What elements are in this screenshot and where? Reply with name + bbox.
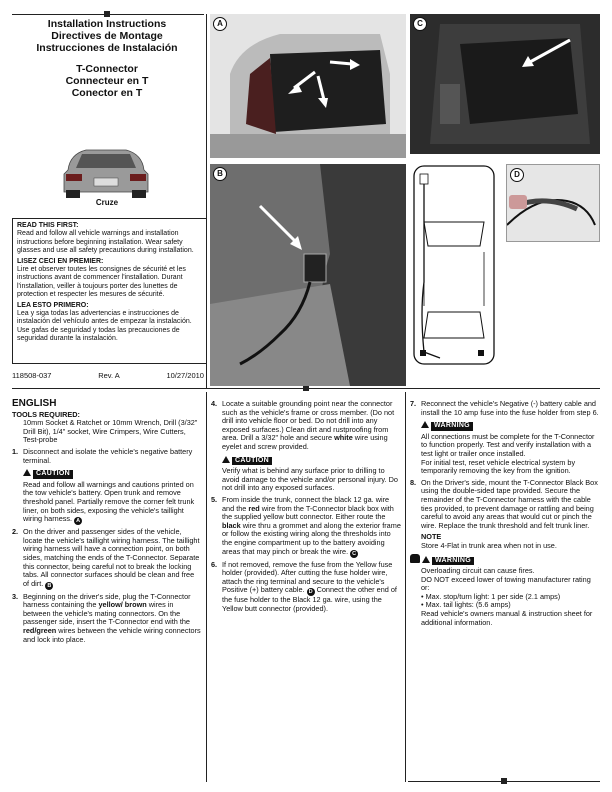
caution-triangle-icon [23,469,31,476]
step-5-text: From inside the trunk, connect the black 12 ga. wire and the red wire from the T-Connector black box with the supplied yellow butt connector. Either route the black wire thru a grommet and along the exterior frame or follow the existing wiring along the thresholds into the engine compartment up to the battery avoiding areas that may pinch or break the wire. C [222,494,401,557]
step-2-number: 2. [12,527,19,537]
figure-a-label: A [213,17,227,31]
warning-2-line-5: Read vehicle's owners manual & instruction sheet for additional information. [421,609,593,627]
figure-b-photo [210,164,406,386]
figure-d-label: D [510,168,524,182]
warning-label: WARNING [431,422,473,431]
step-1 [12,448,202,465]
read-first-fr-text: Lire et observer toutes les consignes de sécurité et les instructions avant de commencer l'installation. Durant l'installation, veiller à toujours porter des lunettes de protection et respecter les mesures de sécurité. [17,266,186,299]
vehicle-wiring-diagram [410,162,500,368]
revision: Rev. A [98,371,120,380]
figure-a-photo [210,14,406,158]
step-7-number: 7. [410,399,417,408]
step-3-number: 3. [12,591,19,601]
tools-heading: TOOLS REQUIRED: [12,409,80,419]
fire-hand-icon [410,554,420,563]
caution-2-text: Verify what is behind any surface prior to drilling to avoid damage to the vehicle and/or personal injury. Do not drill into any exposed surfaces. [222,466,398,493]
column-3 [410,400,600,627]
caution-label: CAUTION [33,470,73,479]
step-2-text: On the driver and passenger sides of the vehicle, locate the vehicle's taillight wiring harness. The taillight wiring harness will have a connection point, on both sides, matching the ends of the T-Connector. Separate this connector, being careful not to break the locking tabs. All connector surfaces should be clean and free of dirt. B [23,527,200,589]
ref-d-icon: D [307,588,315,596]
read-first-en-text: Read and follow all vehicle warnings and installation instructions before beginning installation. Wear safety glasses and use all safety precautions during installation. [17,230,194,255]
step-1-text: Disconnect and isolate the vehicle's negative battery terminal. [23,446,193,465]
warning-2-line-2: DO NOT exceed lower of towing manufacturer rating or: [421,574,591,593]
step-6-number: 6. [211,559,218,569]
step-3-text: Beginning on the driver's side, plug the T-Connector harness containing the yellow/ brown wires in between the vehicle's mating connectors. On the passenger side, insert the T-Connector end with the red/green wires between the vehicle wiring connectors and lock into place. [23,591,201,644]
figure-c-label: C [413,17,427,31]
title-fr: Directives de Montage [51,30,163,42]
read-first-es-text: Lea y siga todas las advertencias e instrucciones de instalación del vehículo antes de empezar la instalación. Use gafas de seguridad y todas las precauciones de seguridad durante la instalación. [17,310,192,343]
title-block [12,18,202,99]
ref-a-icon: A [74,517,82,525]
step-3 [12,593,202,645]
caution-2 [211,455,401,493]
part-number: 118508-037 [12,371,52,380]
step-8-number: 8. [410,477,417,487]
warning-2-line-4: • Max. tail lights: (5.6 amps) [421,600,511,610]
read-first-box [12,218,207,364]
vehicle-caption: Cruze [95,198,119,207]
read-first-en-heading: READ THIS FIRST: [17,222,79,229]
step-4-number: 4. [211,399,218,408]
product-es: Conector en T [71,87,143,99]
warning-1 [410,420,600,476]
warning-1-text: All connections must be complete for the T-Connector to function properly. Test and verify installation with a test light or trailer once installed. [421,431,595,458]
figure-a-drawing [210,14,406,158]
figure-c-photo [410,14,600,154]
figure-b-label: B [213,167,227,181]
step-6-text: If not removed, remove the fuse from the Yellow fuse holder (provided). After cutting the fuse holder wire, attach the ring terminal and secure to the vehicle's Positive (+) battery cable. D Connect the other end of the fuse holder to the Black 12 ga. wire, using the Yellow butt connector (provided). [222,559,397,613]
caution-label: CAUTION [232,457,272,466]
figure-c-drawing [410,14,600,154]
caution-1 [12,468,202,525]
step-5-number: 5. [211,494,218,504]
step-8 [410,479,600,531]
section-heading: ENGLISH [12,398,57,409]
warning-2 [410,554,600,628]
ref-c-icon: C [350,550,358,558]
product-fr: Connecteur en T [65,75,149,87]
warning-label: WARNING [432,557,474,566]
note-block [410,533,600,550]
column-1 [12,400,202,647]
warning-triangle-icon [422,556,430,563]
col-divider-1 [206,392,207,782]
title-es: Instrucciones de Instalación [36,42,178,54]
step-6 [211,561,401,614]
step-4-text: Locate a suitable grounding point near the connector such as the vehicle's frame or cross member. (Do not drill into vehicle floor or bed. Do not drill into any exposed surfaces.) Clean dirt and rustproofing from area. Drill a 3/32" hole and secure white wire using eyelet and screw provided. [222,399,395,451]
step-7-text: Reconnect the vehicle's Negative (-) battery cable and install the 10 amp fuse into the fuse holder from step 6. [421,399,599,417]
step-2 [12,528,202,590]
step-8-text: On the Driver's side, mount the T-Connector Black Box using the double-sided tape provided. Secure the remainder of the T-Connector harness with the cable ties provided, to prevent damage or rattling and being careful to avoid any areas that would cut or pinch the wire. Replace the trunk threshold and felt trunk liner. [421,477,598,530]
read-first-es-heading: LEA ESTO PRIMERO: [17,301,89,309]
column-2 [211,400,401,616]
caution-1-text: Read and follow all warnings and cautions printed on the tow vehicle's battery. Open trunk and remove threshold panel. Partially remove the corner felt trunk liner, on both sides, exposing the vehicle's taillight wiring harness. A [23,479,195,525]
product-en: T-Connector [76,63,138,75]
warning-triangle-icon [421,421,429,428]
step-7 [410,400,600,417]
read-first-fr-heading: LISEZ CECI EN PREMIER: [17,257,104,265]
caution-triangle-icon [222,456,230,463]
title-en: Installation Instructions [47,18,167,30]
warning-2-line-3: • Max. stop/turn light: 1 per side (2.1 amps) [421,591,561,601]
top-rule-marker [104,11,110,17]
figure-b-drawing [210,164,406,386]
ref-b-icon: B [45,582,53,590]
warning-1-extra: For initial test, reset vehicle electrical system by temporarily removing the key from the ignition. [421,457,576,476]
document-info [12,371,204,380]
tools-list: 10mm Socket & Ratchet or 10mm Wrench, Drill (3/32" Drill Bit), 1/4" socket, Wire Crimpers, Wire Cutters, Test-probe [23,418,198,445]
step-4 [211,400,401,452]
doc-date: 10/27/2010 [166,371,204,380]
step-1-number: 1. [12,446,19,456]
warning-2-line-1: Overloading circuit can cause fires. [421,566,535,576]
step-5 [211,496,401,558]
col-divider-2 [405,392,406,782]
bottom-rule-marker [501,778,507,784]
note-label: NOTE [421,532,442,542]
note-text: Store 4-Flat in trunk area when not in use. [421,540,557,550]
figure-d-photo [506,164,600,242]
vehicle-illustration [56,140,156,200]
